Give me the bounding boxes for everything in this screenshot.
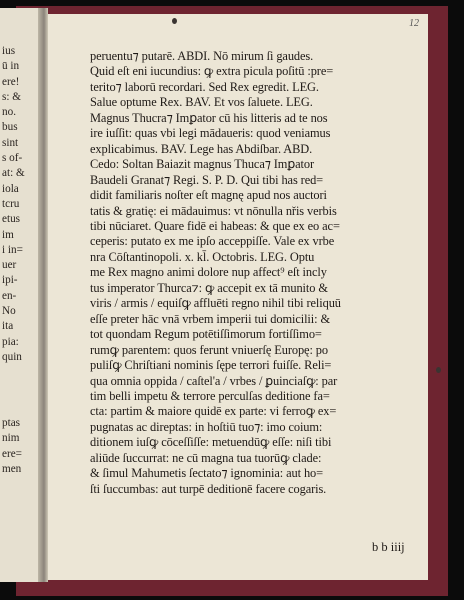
signature-mark: b b iiij (372, 540, 405, 554)
ink-spot (172, 18, 177, 24)
folio-number: 12 (409, 18, 419, 29)
main-text: peruentu⁊ putarē. ABDI. Nō mirum ſi gaudes. Quid eſt eni iucundius: ꝙ extra picula poſitū :pre= terito⁊ laborū recordari. Sed Rex egredit. LEG. Salue optume Rex. BAV. Et vos ſaluete. LEG. Magnus Thucra⁊ Imꝑator cū his litteris ad te nos ire iuſſit: quas vbi legi mādaueris: quod veniamus explicabimus. BAV. Lege has Abdiſbar. ABD. Cedo: Soltan Baiazit magnus Thuca⁊ Imꝑator Baudeli Granat⁊ Regi. S. P. D. Qui tibi has red= didit familiaris noſter eſt magnę apud nos auctori tatis & gratię: ei mādauimus: vt nōnulla nřis verbis tibi nūciaret. Quare fidē ei habeas: & que ex eo ac= ceperis: putato ex me ipſo acceppiſſe. Vale ex vrbe nra Cōſtantinopoli. x. kl̄. Octobris. LEG. Optu me Rex magno animi dolore nup affect⁹ eſt incly tus imperator Thurca⁊: ꝙ accepit ex tā munito & viris / armis / equiſꝙ affluēti regno nihil tibi reliquū eſſe preter hāc vnā vrbem imperii tui domicilii: & tot quondam Regum potētiſſimorum fortiſſimo= rumꝙ parentem: quos ferunt vniuerſę Europę: po puliſꝙ Chriſtiani nominis ſępe terrori fuiſſe. Reli= qua omnia oppida / caſtel'a / vrbes / ꝑuinciaſꝙ: par tim belli impetu & terrore perculſas deditione fa= cta: partim & maiore quidē ex parte: vi ferroꝙ ex= pugnatas ac direptas: in hoſtiū tuo⁊: imo coium: ditionem iuſꝙ cōceſſiſſe: metuendūꝙ eſſe: niſi tibi aliūde ſuccurrat: ne cū magna tua tuorūꝙ clade: & ſimul Mahumetis ſectato⁊ ignominia: aut ho= ſti ſuccumbas: aut turpē deditionē facere cogaris. (90, 49, 341, 496)
ink-spot (436, 367, 441, 373)
left-page-text-lower: ptas nim ere= men (2, 417, 22, 475)
book-gutter (38, 8, 48, 582)
left-page-text-upper: ius ū in ere! s: & no. bus sint s of- at: & iola tcru etus im i in= uer ipi- en- No ita pia: quin (2, 45, 25, 363)
